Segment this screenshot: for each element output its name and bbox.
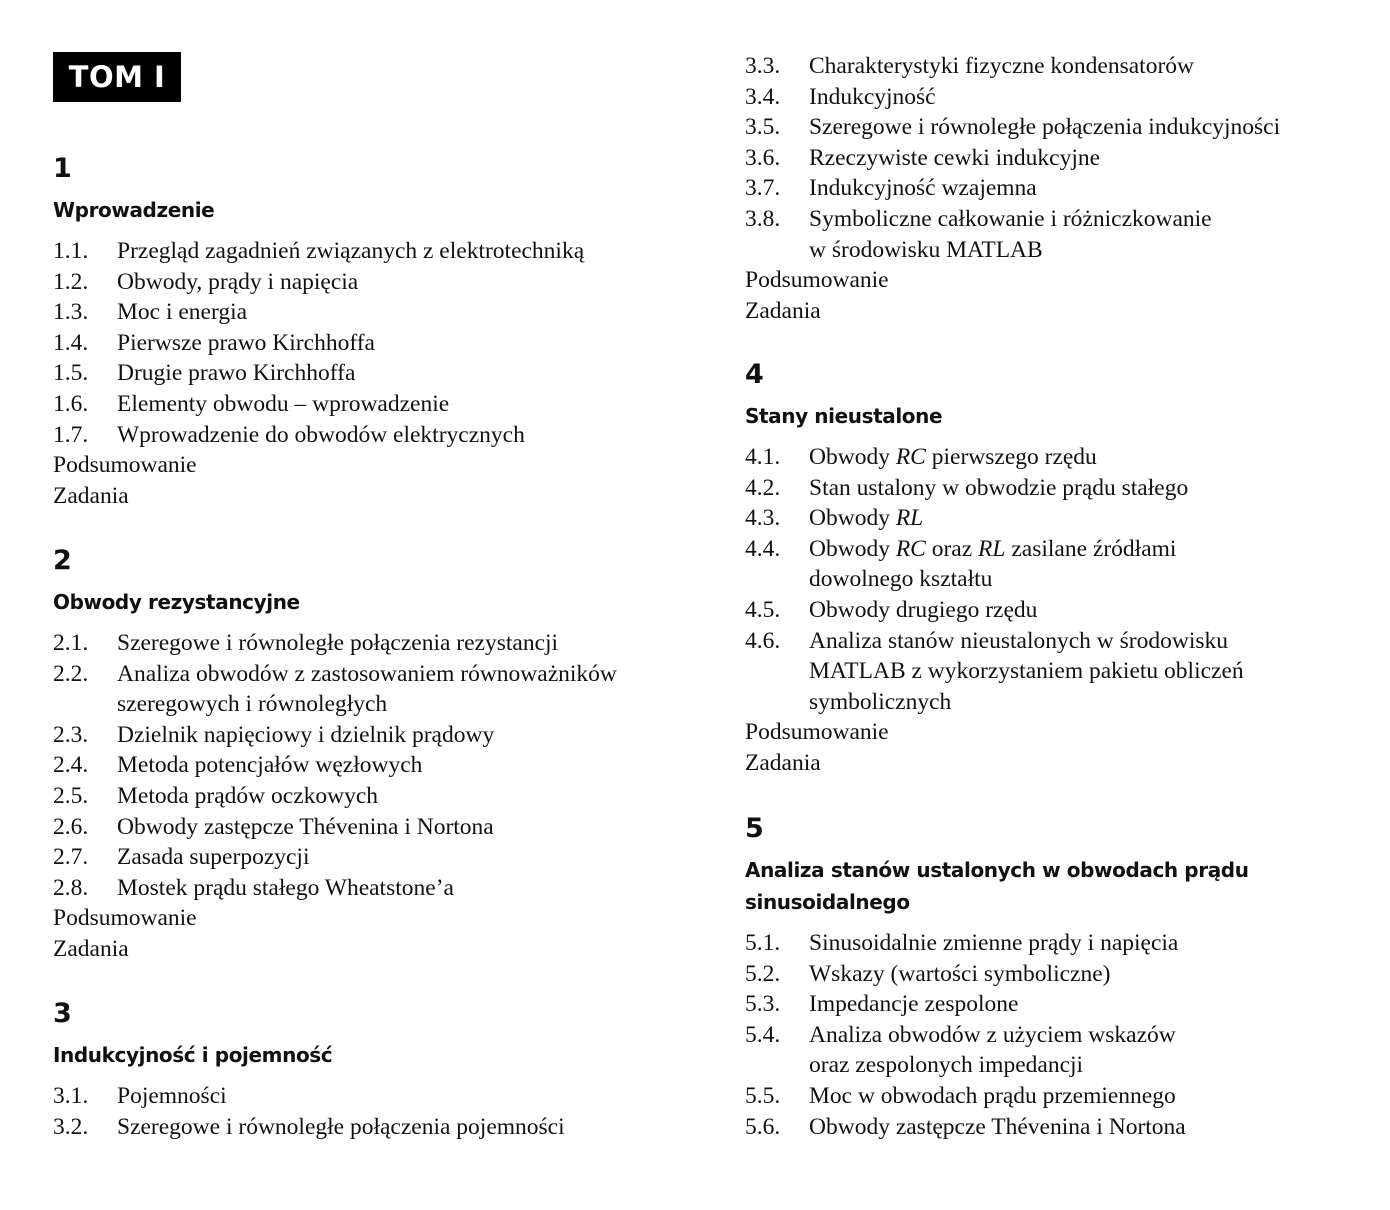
toc-entry[interactable] [53,420,713,451]
chapter-title-line: sinusoidalnego [745,890,910,914]
section-number: 3.1. [53,1083,89,1109]
toc-entry[interactable] [745,204,1385,265]
section-title [809,444,1097,470]
toc-entry[interactable] [745,173,1385,204]
toc-entry[interactable] [53,1081,713,1112]
section-number: 5.4. [745,1021,781,1048]
section-number: 5.2. [745,960,781,987]
section-number: 1.5. [53,360,89,387]
toc-entry[interactable] [53,842,713,873]
section-title-continued: w środowisku MATLAB [809,236,1043,263]
section-title: Indukcyjność wzajemna [809,175,1037,202]
section-title-continued: szeregowych i równoległych [117,691,388,718]
toc-entry-summary[interactable]: Podsumowanie [745,719,889,746]
section-title [809,536,1176,562]
toc-entry[interactable] [53,236,713,267]
title-fragment: Obwody [809,535,896,562]
section-title: Indukcyjność [809,83,936,110]
section-title: Analiza obwodów z zastosowaniem równoważników [117,660,617,687]
section-title: Mostek prądu stałego Wheatstone’a [117,874,454,901]
title-fragment: Obwody [809,444,896,470]
title-fragment: oraz [925,535,979,562]
section-title: Stan ustalony w obwodzie prądu stałego [809,474,1189,501]
chapter-number: 1 [53,153,72,184]
section-number: 4.6. [745,627,781,654]
section-number: 2.2. [53,660,89,687]
section-number: 5.6. [745,1113,781,1140]
section-number: 3.5. [745,114,781,141]
section-title: Analiza stanów nieustalonych w środowisku [809,627,1229,654]
toc-entry[interactable] [745,1081,1385,1112]
toc-entry-summary[interactable]: Podsumowanie [53,452,197,479]
volume-badge: TOM I [53,52,181,102]
toc-entry[interactable] [745,626,1385,718]
italic-symbol: RL [978,535,1006,562]
section-number: 3.4. [745,83,781,110]
section-title: Rzeczywiste cewki indukcyjne [809,144,1101,171]
section-title: Obwody zastępcze Thévenina i Nortona [117,813,494,840]
section-number: 2.6. [53,813,89,840]
toc-entry[interactable] [53,659,713,720]
section-title-continued: dowolnego kształtu [809,566,993,593]
section-number: 2.8. [53,874,89,901]
section-list [745,51,1385,326]
section-number: 3.7. [745,175,781,202]
section-number: 1.2. [53,268,89,295]
section-number: 2.4. [53,752,89,779]
chapter-title: Obwody rezystancyjne [53,590,300,614]
chapter-5 [745,810,1385,1142]
toc-entry-summary[interactable]: Podsumowanie [745,267,889,294]
toc-entry[interactable] [53,358,713,389]
title-fragment: pierwszego rzędu [925,444,1097,470]
chapter-2 [53,542,713,965]
section-number: 5.5. [745,1082,781,1109]
section-title: Obwody, prądy i napięcia [117,268,359,295]
section-number: 4.1. [745,444,781,470]
section-number: 1.4. [53,329,89,356]
toc-entry[interactable] [745,51,1385,82]
section-number: 3.6. [745,144,781,171]
section-title-continued: oraz zespolonych impedancji [809,1052,1084,1079]
title-fragment: zasilane źródłami [1005,535,1177,562]
section-number: 2.1. [53,630,89,656]
section-title [809,505,923,531]
toc-entry[interactable] [745,442,1385,473]
section-title: Przegląd zagadnień związanych z elektrotechniką [117,238,585,264]
section-number: 2.7. [53,844,89,871]
chapter-3-continued [745,51,1385,326]
chapter-title: Wprowadzenie [53,198,215,222]
chapter-title: Stany nieustalone [745,404,943,428]
italic-symbol: RL [895,505,924,532]
chapter-title: Indukcyjność i pojemność [53,1043,333,1067]
chapter-number: 2 [53,545,72,576]
section-title: Elementy obwodu – wprowadzenie [117,390,450,417]
toc-entry[interactable] [53,750,713,781]
toc-entry-exercises[interactable]: Zadania [53,935,129,962]
chapter-number: 4 [745,359,764,390]
toc-entry[interactable] [53,267,713,298]
chapter-number: 3 [53,998,72,1029]
section-title: Symboliczne całkowanie i różniczkowanie [809,205,1212,232]
chapter-title [745,854,1385,918]
toc-entry[interactable] [53,297,713,328]
section-title: Metoda prądów oczkowych [117,782,379,809]
toc-entry[interactable] [53,389,713,420]
section-number: 1.3. [53,299,89,326]
section-number: 3.3. [745,53,781,79]
toc-entry-exercises[interactable]: Zadania [745,297,821,324]
toc-entry[interactable] [745,143,1385,174]
title-fragment: Obwody [809,505,896,532]
toc-entry[interactable] [53,1112,713,1143]
chapter-number: 5 [745,813,764,844]
section-title: Obwody zastępcze Thévenina i Nortona [809,1113,1186,1140]
toc-entry[interactable] [745,534,1385,595]
section-number: 1.6. [53,390,89,417]
section-list [745,442,1385,779]
section-number: 5.1. [745,930,781,956]
section-title: Impedancje zespolone [809,991,1019,1018]
toc-entry[interactable] [53,873,713,904]
toc-entry[interactable] [745,473,1385,504]
section-title: Obwody drugiego rzędu [809,596,1038,623]
section-title: Szeregowe i równoległe połączenia rezystancji [117,630,559,656]
toc-entry[interactable] [53,781,713,812]
section-number: 2.5. [53,782,89,809]
toc-entry[interactable] [745,1112,1385,1143]
chapter-1 [53,150,713,511]
chapter-4 [745,356,1385,779]
section-number: 1.1. [53,238,89,264]
section-title: Pojemności [117,1083,227,1109]
section-number: 4.2. [745,474,781,501]
section-list [745,928,1385,1142]
section-number: 5.3. [745,991,781,1018]
section-number: 1.7. [53,421,89,448]
toc-entry-summary[interactable]: Podsumowanie [53,905,197,932]
toc-entry[interactable] [745,959,1385,990]
section-title: Wskazy (wartości symboliczne) [809,960,1111,987]
section-number: 4.5. [745,596,781,623]
italic-symbol: RC [895,535,926,562]
section-title: Szeregowe i równoległe połączenia pojemności [117,1113,565,1140]
section-title: Analiza obwodów z użyciem wskazów [809,1021,1176,1048]
section-title: Charakterystyki fizyczne kondensatorów [809,53,1195,79]
section-number: 3.8. [745,205,781,232]
chapter-title-line: Analiza stanów ustalonych w obwodach prądu [745,858,1249,882]
toc-entry[interactable] [745,1020,1385,1081]
italic-symbol: RC [895,444,926,470]
toc-entry[interactable] [745,503,1385,534]
section-number: 4.4. [745,535,781,562]
section-number: 3.2. [53,1113,89,1140]
toc-entry-exercises[interactable]: Zadania [745,749,821,776]
section-title: Moc i energia [117,299,248,326]
section-title: Moc w obwodach prądu przemiennego [809,1082,1176,1109]
section-title: Dzielnik napięciowy i dzielnik prądowy [117,721,495,748]
section-list [53,628,713,965]
section-title: Drugie prawo Kirchhoffa [117,360,356,387]
toc-entry[interactable] [745,595,1385,626]
section-number: 4.3. [745,505,781,532]
section-title: Pierwsze prawo Kirchhoffa [117,329,375,356]
section-title: Sinusoidalnie zmienne prądy i napięcia [809,930,1179,956]
toc-entry-exercises[interactable]: Zadania [53,482,129,509]
chapter-3 [53,995,713,1142]
toc-entry[interactable] [745,928,1385,959]
section-number: 2.3. [53,721,89,748]
toc-entry[interactable] [745,112,1385,143]
section-title: Szeregowe i równoległe połączenia indukcyjności [809,114,1281,141]
toc-entry[interactable] [53,328,713,359]
section-title: Wprowadzenie do obwodów elektrycznych [117,421,525,448]
toc-entry[interactable] [53,812,713,843]
toc-entry[interactable] [53,628,713,659]
section-title: Zasada superpozycji [117,844,310,871]
section-list [53,236,713,511]
section-title-continued: MATLAB z wykorzystaniem pakietu obliczeń [809,658,1244,685]
section-title: Metoda potencjałów węzłowych [117,752,423,779]
toc-entry[interactable] [745,82,1385,113]
toc-entry[interactable] [53,720,713,751]
section-list [53,1081,713,1142]
toc-entry[interactable] [745,989,1385,1020]
section-title-continued: symbolicznych [809,688,952,715]
